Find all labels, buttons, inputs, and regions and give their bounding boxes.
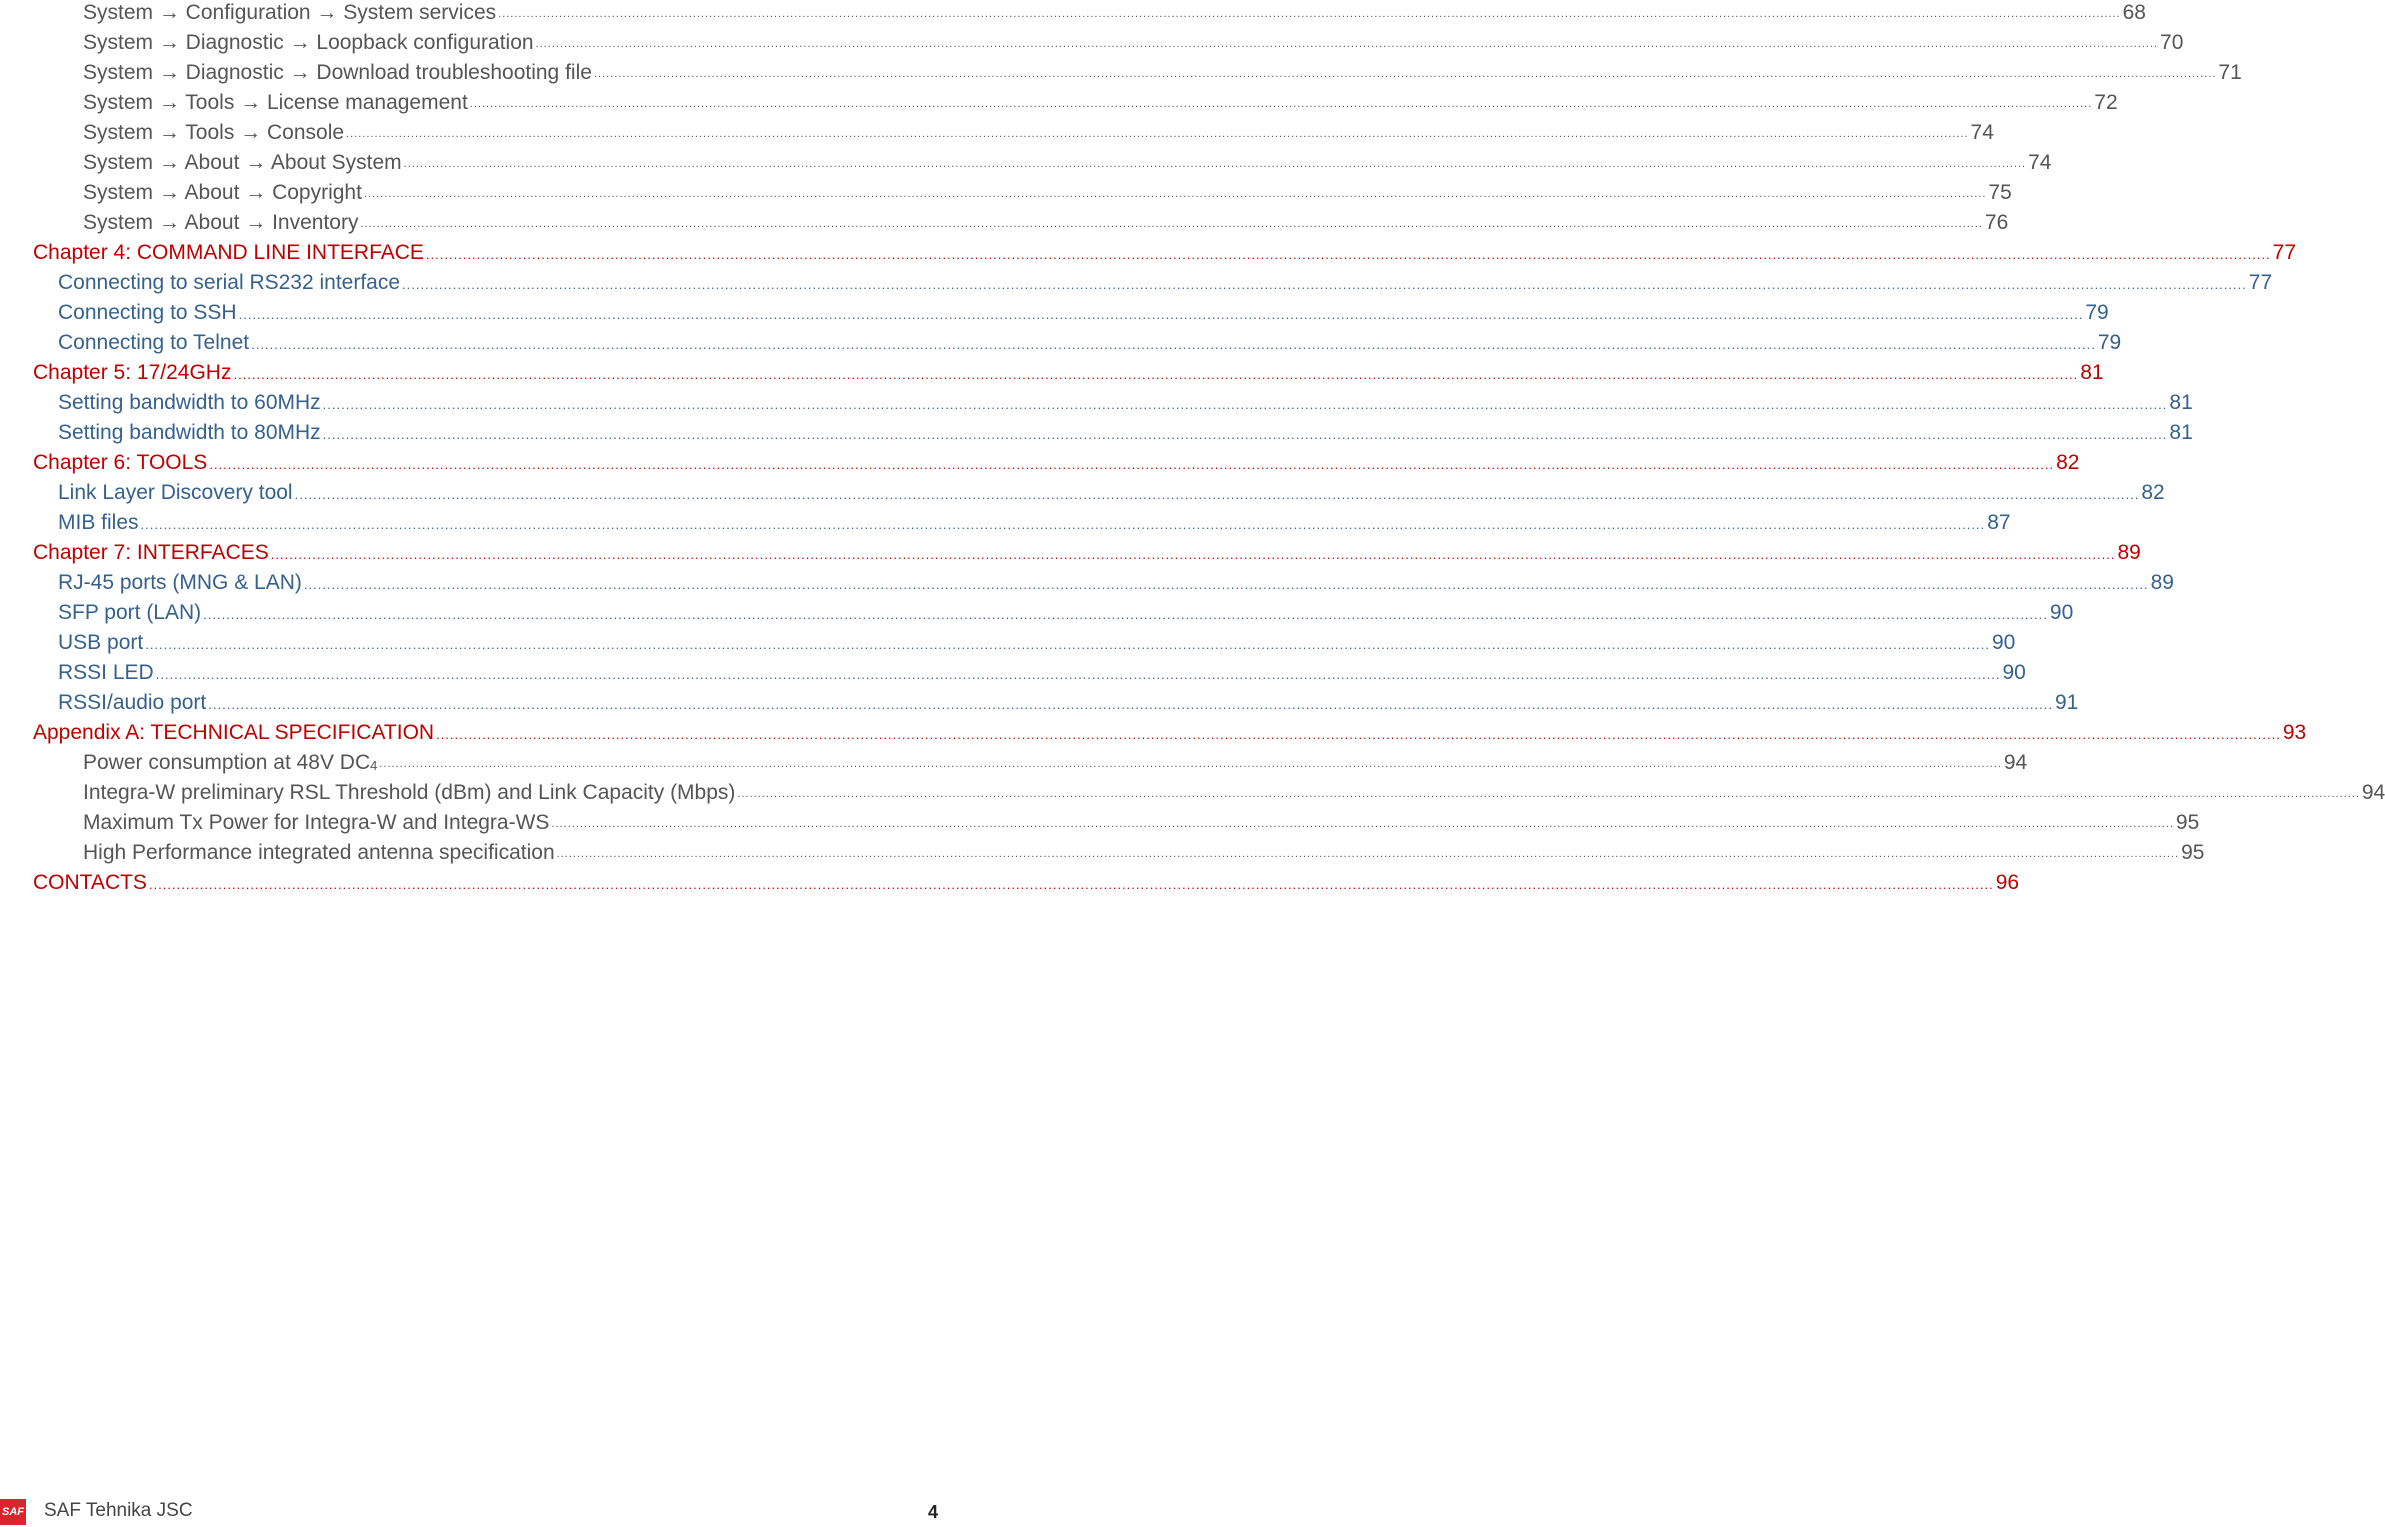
toc-dot-leader: ................................................................................................................................................................................................................................................................................................................................................................................................................ [469,98,2093,110]
toc-dot-leader: ................................................................................................................................................................................................................................................................................................................................................................................................................ [140,517,1986,532]
toc-dot-leader: ................................................................................................................................................................................................................................................................................................................................................................................................................ [556,848,2180,860]
toc-dot-leader: ................................................................................................................................................................................................................................................................................................................................................................................................................ [346,128,1969,140]
toc-entry[interactable] [33,445,2080,475]
toc-entry-page: 95 [2181,841,2205,864]
toc-dot-leader: ................................................................................................................................................................................................................................................................................................................................................................................................................ [403,158,2027,170]
toc-entry[interactable] [83,0,2146,25]
toc-entry-page: 82 [2056,451,2080,474]
toc-dot-leader: ................................................................................................................................................................................................................................................................................................................................................................................................................ [303,577,2149,592]
toc-entry[interactable] [83,745,2028,775]
toc-dot-leader: ................................................................................................................................................................................................................................................................................................................................................................................................................ [425,247,2271,262]
toc-entry-title: Maximum Tx Power for Integra-W and Integra-WS [83,811,550,834]
toc-entry[interactable] [83,115,1994,145]
toc-entry-page: 72 [2094,91,2118,114]
toc-dot-leader: ................................................................................................................................................................................................................................................................................................................................................................................................................ [251,337,2096,352]
toc-entry-title: System → Diagnostic → Download troubleshooting file [83,61,592,84]
toc-entry-title: Link Layer Discovery tool [58,481,293,504]
toc-entry[interactable] [58,565,2174,595]
toc-entry[interactable] [58,625,2016,655]
toc-entry-page: 74 [2028,151,2052,174]
toc-dot-leader: ................................................................................................................................................................................................................................................................................................................................................................................................................ [593,68,2217,80]
toc-dot-leader: ................................................................................................................................................................................................................................................................................................................................................................................................................ [379,758,2002,770]
toc-entry[interactable] [83,25,2184,55]
toc-entry-title: Chapter 6: TOOLS [33,451,208,474]
toc-entry-page: 81 [2080,361,2104,384]
toc-entry[interactable] [33,355,2104,385]
toc-entry-page: 90 [2049,601,2074,624]
toc-entry[interactable] [58,505,2011,535]
toc-entry-title: Appendix A: TECHNICAL SPECIFICATION [33,721,435,744]
toc-entry-page: 81 [2169,421,2193,444]
toc-dot-leader: ................................................................................................................................................................................................................................................................................................................................................................................................................ [498,8,2121,20]
toc-entry-page: 71 [2218,61,2242,84]
toc-entry-page: 79 [2097,331,2122,354]
toc-entry[interactable] [83,85,2118,115]
toc-entry-title: System → Configuration → System services [83,1,497,24]
toc-entry-title: Setting bandwidth to 60MHz [58,391,321,414]
toc-entry[interactable] [33,235,2297,265]
toc-entry[interactable] [58,475,2165,505]
toc-entry[interactable] [83,835,2205,865]
toc-entry-page: 96 [1995,871,2020,894]
toc-entry-page: 77 [2248,271,2273,294]
toc-dot-leader: ................................................................................................................................................................................................................................................................................................................................................................................................................ [208,697,2053,712]
toc-entry-title: System → Diagnostic → Loopback configuration [83,31,534,54]
toc-entry-title: Connecting to Telnet [58,331,250,354]
toc-dot-leader: ................................................................................................................................................................................................................................................................................................................................................................................................................ [145,637,1990,652]
toc-dot-leader: ................................................................................................................................................................................................................................................................................................................................................................................................................ [148,877,1994,892]
toc-entry-title: MIB files [58,511,139,534]
toc-dot-leader: ................................................................................................................................................................................................................................................................................................................................................................................................................ [270,547,2116,562]
toc-dot-leader: ................................................................................................................................................................................................................................................................................................................................................................................................................ [322,427,2168,442]
toc-entry[interactable] [58,265,2273,295]
toc-entry-page: 94 [2003,751,2028,774]
toc-entry[interactable] [83,175,2012,205]
footer-company: SAF Tehnika JSC [44,1500,193,1521]
toc-dot-leader: ................................................................................................................................................................................................................................................................................................................................................................................................................ [238,307,2084,322]
toc-entry-title: Setting bandwidth to 80MHz [58,421,321,444]
toc-entry-page: 76 [1984,211,2009,234]
toc-entry-page: 87 [1987,511,2011,534]
toc-entry[interactable] [58,685,2079,715]
toc-entry-title: System → About → Copyright [83,181,362,204]
toc-entry-title: Chapter 5: 17/24GHz [33,361,232,384]
toc-entry-page: 93 [2282,721,2307,744]
toc-entry-title: RSSI/audio port [58,691,207,714]
toc-dot-leader: ................................................................................................................................................................................................................................................................................................................................................................................................................ [737,788,2360,800]
toc-entry-title: Connecting to serial RS232 interface [58,271,401,294]
toc-dot-leader: ................................................................................................................................................................................................................................................................................................................................................................................................................ [155,667,2001,682]
toc-entry-page: 77 [2272,241,2297,264]
toc-entry-page: 95 [2175,811,2200,834]
toc-dot-leader: ................................................................................................................................................................................................................................................................................................................................................................................................................ [360,218,1983,230]
toc-dot-leader: ................................................................................................................................................................................................................................................................................................................................................................................................................ [233,367,2079,382]
toc-entry-page: 79 [2085,301,2109,324]
toc-entry[interactable] [33,535,2141,565]
toc-dot-leader: ................................................................................................................................................................................................................................................................................................................................................................................................................ [203,607,2048,622]
toc-entry[interactable] [83,205,2009,235]
toc-dot-leader: ................................................................................................................................................................................................................................................................................................................................................................................................................ [535,38,2159,50]
toc-entry-title: Integra-W preliminary RSL Threshold (dBm) and Link Capacity (Mbps) [83,781,736,804]
toc-entry-title: Power consumption at 48V DC [83,751,371,774]
toc-entry-page: 82 [2141,481,2165,504]
toc-entry-page: 91 [2055,691,2079,714]
toc-entry-title: Connecting to SSH [58,301,237,324]
toc-entry-title: RJ-45 ports (MNG & LAN) [58,571,302,594]
toc-entry-title: Chapter 4: COMMAND LINE INTERFACE [33,241,424,264]
toc-entry[interactable] [83,145,2052,175]
toc-entry-page: 89 [2150,571,2174,594]
toc-entry[interactable] [58,385,2193,415]
toc-entry-title: System → Tools → Console [83,121,345,144]
toc-dot-leader: ................................................................................................................................................................................................................................................................................................................................................................................................................ [402,277,2247,292]
toc-entry[interactable] [83,805,2200,835]
toc-entry-page: 68 [2122,1,2146,24]
toc-entry-page: 81 [2169,391,2193,414]
toc-entry-page: 90 [1991,631,2016,654]
toc-entry[interactable] [58,415,2193,445]
toc-entry-title: RSSI LED [58,661,154,684]
toc-entry-page: 70 [2160,31,2184,54]
toc-dot-leader: ................................................................................................................................................................................................................................................................................................................................................................................................................ [294,487,2140,502]
toc-dot-leader: ................................................................................................................................................................................................................................................................................................................................................................................................................ [322,397,2168,412]
toc-dot-leader: ................................................................................................................................................................................................................................................................................................................................................................................................................ [551,818,2174,830]
toc-dot-leader: ................................................................................................................................................................................................................................................................................................................................................................................................................ [436,727,2281,742]
toc-entry-title: System → About → Inventory [83,211,359,234]
footer-page-number: 4 [927,1502,938,1522]
toc-entry[interactable] [83,775,2385,805]
saf-logo-icon: SAF [0,1499,26,1525]
toc-entry-page: 74 [1970,121,1994,144]
toc-entry-title: System → Tools → License management [83,91,468,114]
toc-entry[interactable] [58,595,2074,625]
toc-entry-title: System → About → About System [83,151,402,174]
toc-entry-title: Chapter 7: INTERFACES [33,541,269,564]
toc-entry-title: USB port [58,631,144,654]
toc-entry[interactable] [58,655,2026,685]
toc-entry-page: 90 [2002,661,2026,684]
toc-entry[interactable] [58,325,2122,355]
toc-dot-leader: ................................................................................................................................................................................................................................................................................................................................................................................................................ [209,457,2055,472]
toc-entry[interactable] [33,865,2020,895]
toc-entry-title: CONTACTS [33,871,147,894]
toc-entry-title: High Performance integrated antenna specification [83,841,555,864]
toc-entry-superscript: 4 [370,758,378,773]
toc-entry-title: SFP port (LAN) [58,601,202,624]
toc-entry[interactable] [83,55,2242,85]
toc-entry[interactable] [58,295,2109,325]
toc-entry[interactable] [33,715,2307,745]
toc-entry-page: 75 [1988,181,2012,204]
toc-entry-page: 94 [2361,781,2385,804]
toc-dot-leader: ................................................................................................................................................................................................................................................................................................................................................................................................................ [363,188,1987,200]
toc-entry-page: 89 [2117,541,2141,564]
